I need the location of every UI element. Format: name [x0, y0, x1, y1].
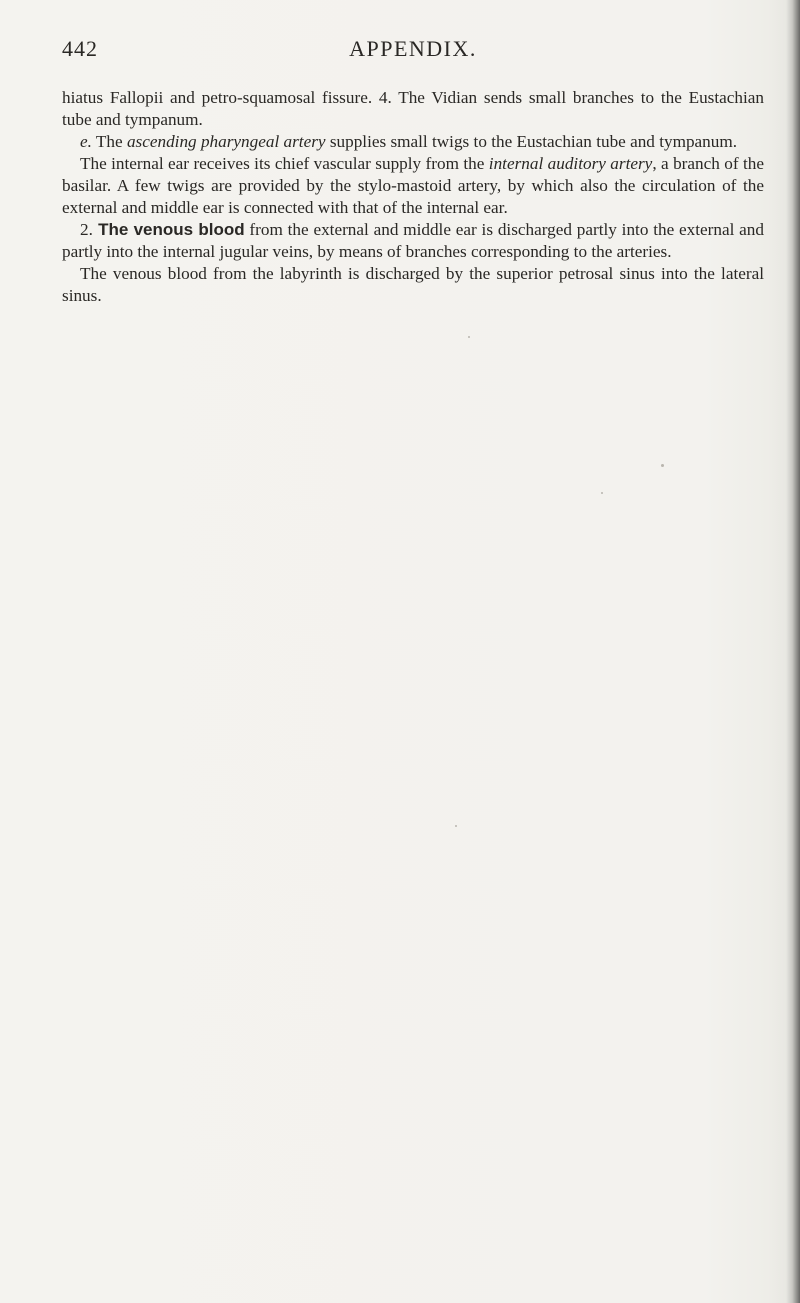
text-run: The: [91, 132, 127, 151]
paragraph: [62, 219, 764, 263]
paper-speck: [661, 464, 664, 467]
text-run: from the external and middle ear is discharged partly into the external and partly into the internal jugular veins, by means of branches corresponding to the arteries.: [62, 220, 764, 261]
item-label: e.: [80, 132, 92, 151]
body-text: [62, 87, 764, 307]
paper-speck: [468, 336, 470, 338]
paragraph: [62, 131, 764, 153]
page-number: 442: [62, 36, 98, 61]
text-run: supplies small twigs to the Eustachian tube and tympanum.: [325, 132, 738, 151]
paper-speck: [601, 492, 603, 494]
bold-heading: The venous blood: [92, 220, 245, 239]
page-header: [62, 36, 764, 70]
paragraph: [62, 153, 764, 219]
paragraph: [62, 87, 764, 131]
italic-term: internal auditory artery: [488, 154, 653, 173]
section-number: 2.: [80, 220, 93, 239]
paragraph-text: hiatus Fallopii and petro-squamosal fissure. 4. The Vidian sends small branches to the Eustachian tube and tympanum.: [62, 88, 764, 129]
running-head: APPENDIX.: [349, 36, 477, 61]
paragraph: [62, 263, 764, 307]
text-run: , a branch of the basilar. A few twigs are provided by the stylo-mastoid artery, by which also the circulation of the external and middle ear is connected with that of the internal ear.: [62, 154, 764, 217]
paper-speck: [455, 825, 457, 827]
paragraph-text: The venous blood from the labyrinth is discharged by the superior petrosal sinus into the lateral sinus.: [62, 264, 764, 305]
text-run: The internal ear receives its chief vascular supply from the: [80, 154, 489, 173]
italic-term: ascending pharyngeal artery: [126, 132, 326, 151]
page-edge-shadow: [786, 0, 800, 1303]
